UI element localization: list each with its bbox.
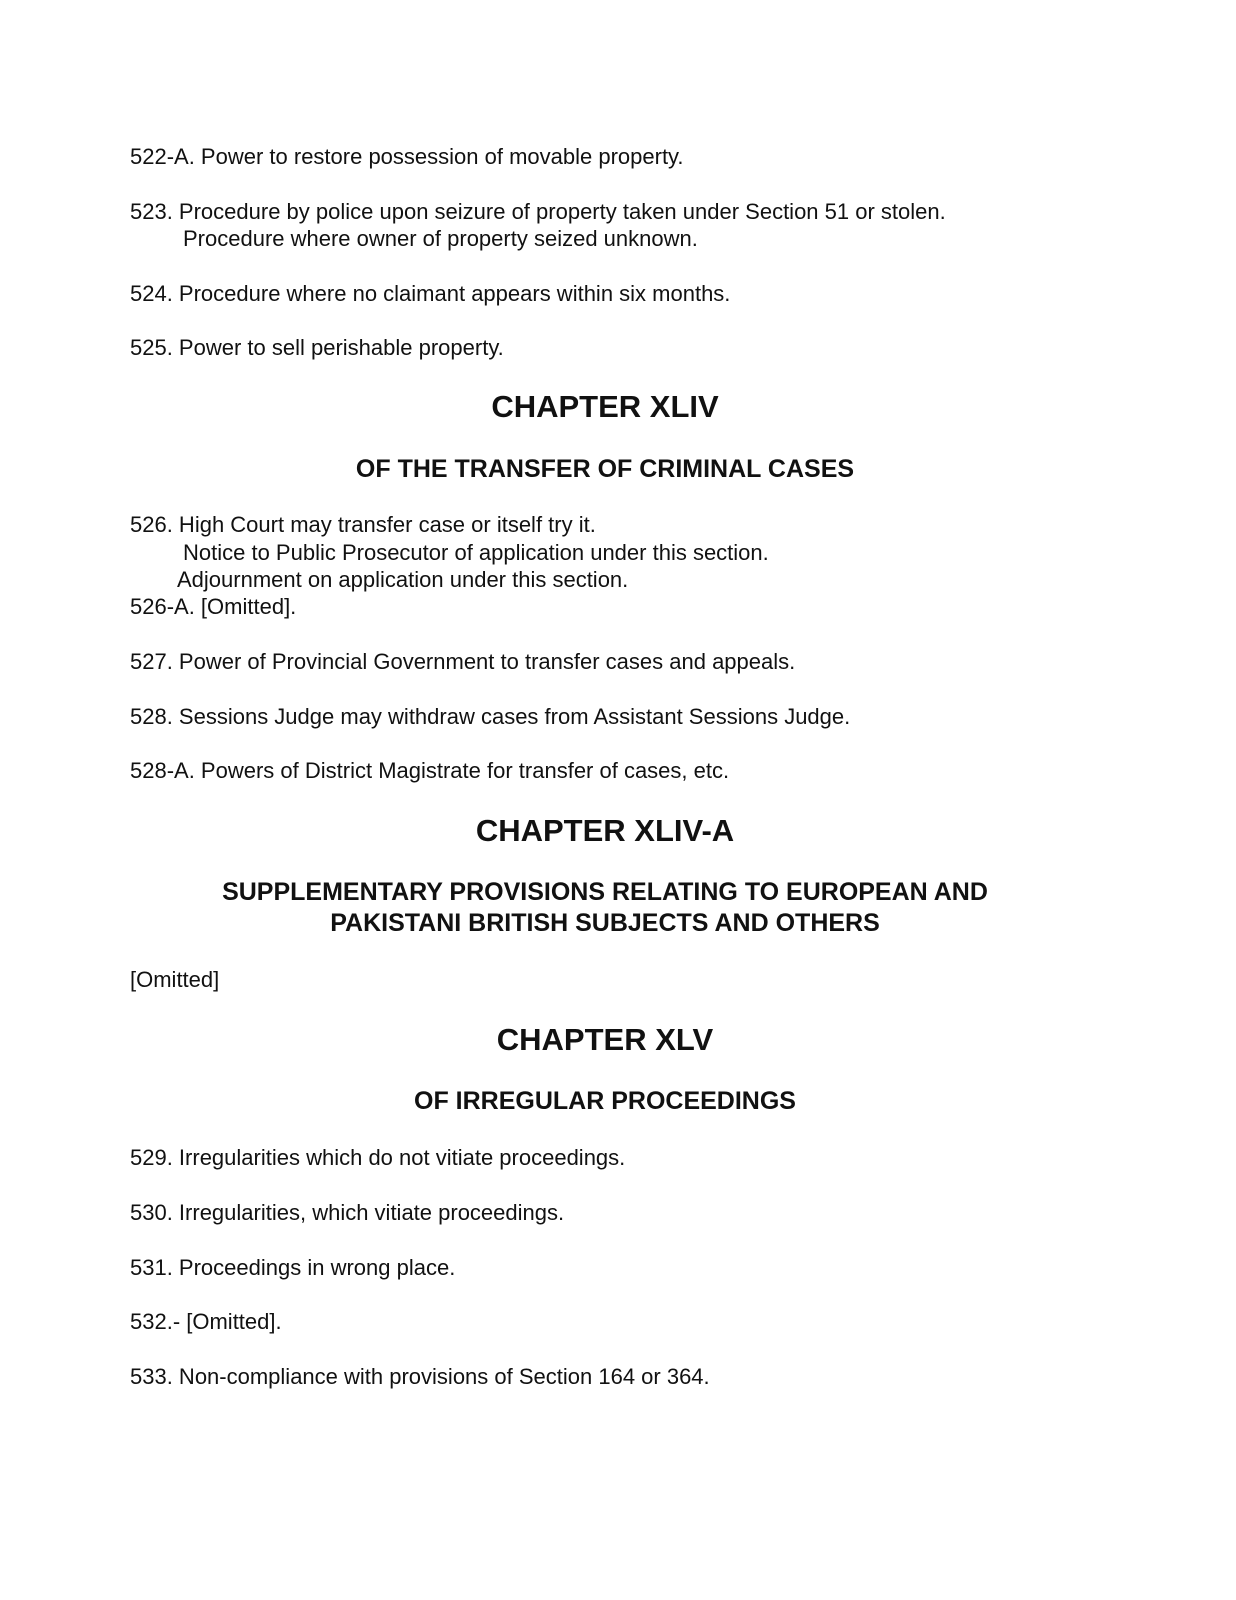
section-526a: 526-A. [Omitted].: [130, 594, 297, 619]
section-522a: 522-A. Power to restore possession of movable property.: [130, 144, 684, 169]
section-531: 531. Proceedings in wrong place.: [130, 1255, 456, 1280]
section-529: 529. Irregularities which do not vitiate proceedings.: [130, 1145, 626, 1170]
section-523-sub: Procedure where owner of property seized unknown.: [183, 226, 698, 251]
chapter-subtitle: SUPPLEMENTARY PROVISIONS RELATING TO EUROPEAN AND: [222, 878, 988, 906]
section-526: 526. High Court may transfer case or itself try it.: [130, 512, 596, 537]
chapter-subtitle: OF THE TRANSFER OF CRIMINAL CASES: [355, 455, 855, 483]
section-526-sub: Notice to Public Prosecutor of application under this section.: [183, 540, 769, 565]
section-528a: 528-A. Powers of District Magistrate for transfer of cases, etc.: [130, 758, 730, 783]
section-527: 527. Power of Provincial Government to transfer cases and appeals.: [130, 649, 796, 674]
chapter-title: CHAPTER XLV: [496, 1022, 714, 1057]
section-532: 532.- [Omitted].: [130, 1309, 282, 1334]
chapter-subtitle: PAKISTANI BRITISH SUBJECTS AND OTHERS: [330, 909, 880, 937]
section-530: 530. Irregularities, which vitiate proceedings.: [130, 1200, 565, 1225]
section-525: 525. Power to sell perishable property.: [130, 335, 504, 360]
chapter-title: CHAPTER XLIV: [491, 389, 719, 424]
chapter-title: CHAPTER XLIV-A: [475, 813, 735, 848]
section-526-sub: Adjournment on application under this section.: [177, 567, 629, 592]
chapter-subtitle: OF IRREGULAR PROCEEDINGS: [414, 1087, 796, 1115]
omitted-note: [Omitted]: [130, 967, 220, 992]
section-523: 523. Procedure by police upon seizure of property taken under Section 51 or stolen.: [130, 199, 946, 224]
section-533: 533. Non-compliance with provisions of Section 164 or 364.: [130, 1364, 710, 1389]
section-524: 524. Procedure where no claimant appears within six months.: [130, 281, 731, 306]
section-528: 528. Sessions Judge may withdraw cases from Assistant Sessions Judge.: [130, 704, 851, 729]
